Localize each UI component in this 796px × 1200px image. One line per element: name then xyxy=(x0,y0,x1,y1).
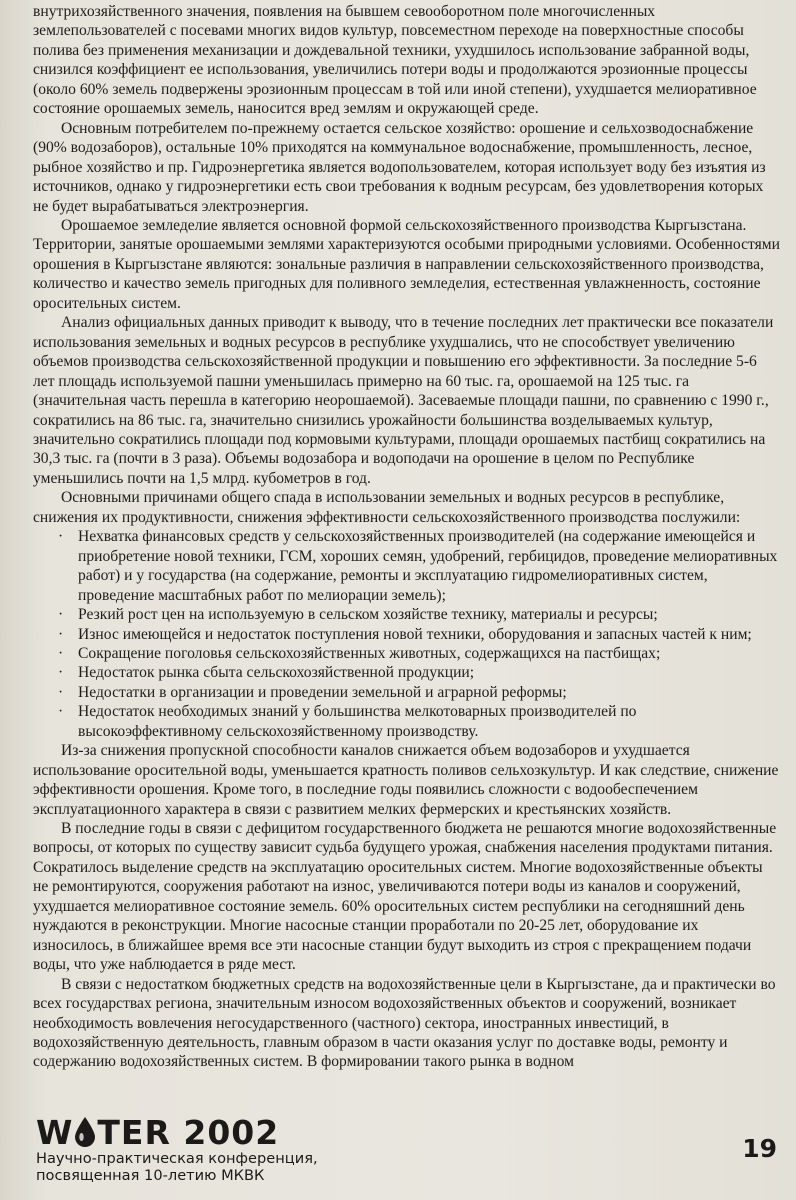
list-item xyxy=(33,663,781,682)
paragraph: Из-за снижения пропускной способности каналов снижается объем водозаборов и ухудшается использование оросительной воды, уменьшается кратность поливов сельхозкультур. И как следствие, снижение эффективности орошения. Кроме того, в последние годы появились сложности с водообеспечением эксплуатационного характера в связи с развитием мелких фермерских и крестьянских хозяйств. xyxy=(33,742,779,818)
paragraph: Анализ официальных данных приводит к выводу, что в течение последних лет практически все показатели использования земельных и водных ресурсов в республике ухудшались, что не способствует увеличению объемов производства сельскохозяйственной продукции и повышению его эффективности. За последние 5-6 лет площадь используемой пашни уменьшилась примерно на 60 тыс. га, орошаемой на 125 тыс. га (значительная часть перешла в категорию неорошаемой). Засеваемые площади пашни, по сравнению с 1990 г., сократились на 86 тыс. га, значительно снизились урожайности большинства возделываемых культур, значительно сократились площади под кормовыми культурами, площади орошаемых пастбищ сократились на 30,3 тыс. га (почти в 3 раза). Объемы водозабора и водоподачи на орошение в целом по Республике уменьшились почти на 1,5 млрд. кубометров в год. xyxy=(33,314,774,487)
paragraph: Основным потребителем по-прежнему остается сельское хозяйство: орошение и сельхозводоснабжение (90% водозаборов), остальные 10% приходятся на коммунальное водоснабжение, промышленность, лесное, рыбное хозяйство и пр. Гидроэнергетика является водопользователем, которая использует воду без изъятия из источников, однако у гидроэнергетики есть свои требования к водным ресурсам, без удовлетворения которых не будет вырабатываться электроэнергия. xyxy=(33,119,766,215)
bullet-marker: · xyxy=(58,644,64,662)
list-item-text: Нехватка финансовых средств у сельскохозяйственных производителей (на содержание имеющейся и приобретение новой техники, ГСМ, хороших семян, удобрений, гербицидов, проведение мелиоративных работ) и у государства (на содержание, ремонты и эксплуатацию гидромелиоративных систем, проведение масштабных работ по мелиорации земель); xyxy=(78,528,778,604)
list-item xyxy=(33,605,781,624)
paragraph: Орошаемое земледелие является основной формой сельскохозяйственного производства Кыргызстана. Территории, занятые орошаемыми землями характеризуются особыми природными условиями. Особенностями орошения в Кыргызстане являются: зональные различия в направлении сельскохозяйственного производства, количество и качество земель пригодных для поливного земледелия, естественная увлажненность, состояние оросительных систем. xyxy=(33,216,780,312)
list-item-text: Сокращение поголовья сельскохозяйственных животных, содержащихся на пастбищах; xyxy=(78,644,661,662)
list-item xyxy=(33,625,781,644)
conference-subtitle xyxy=(36,1150,318,1184)
list-item-text: Недостаток необходимых знаний у большинства мелкотоварных производителей по высокоэффективному сельскохозяйственному производству. xyxy=(78,703,637,740)
page-footer xyxy=(36,1112,781,1192)
list-item xyxy=(33,644,781,663)
subtitle-line: Научно-практическая конференция, xyxy=(36,1150,318,1167)
subtitle-line: посвященная 10-летию МКВК xyxy=(36,1167,265,1184)
bullet-marker: · xyxy=(58,703,64,721)
list-item xyxy=(33,683,781,702)
list-item xyxy=(33,527,781,605)
article-body xyxy=(33,2,781,1072)
bullet-marker: · xyxy=(58,664,64,682)
list-item xyxy=(33,702,781,741)
paragraph: В последние годы в связи с дефицитом государственного бюджета не решаются многие водохозяйственные вопросы, от которых по существу зависит судьба будущего урожая, снабжения населения продуктами питания. Сократилось выделение средств на эксплуатацию оросительных систем. Многие водохозяйственные объекты не ремонтируются, сооружения работают на износ, увеличиваются потери воды из каналов и сооружений, ухудшается мелиоративное состояние земель. 60% оросительных систем республики на сегодняшний день нуждаются в реконструкции. Многие насосные станции проработали по 20-25 лет, оборудование их износилось, в ближайшее время все эти насосные станции будут выходить из строя с прекращением подачи воды, что уже наблюдается в ряде мест. xyxy=(33,820,777,974)
bullet-marker: · xyxy=(58,606,64,624)
bullet-marker: · xyxy=(58,683,64,701)
water-drop-icon xyxy=(74,1116,96,1148)
list-item-text: Недостаток рынка сбыта сельскохозяйственной продукции; xyxy=(78,664,475,682)
list-item-text: Недостатки в организации и проведении земельной и аграрной реформы; xyxy=(78,683,567,701)
paragraph: Основными причинами общего спада в использовании земельных и водных ресурсов в республике, снижения их продуктивности, снижения эффективности сельскохозяйственного производства послужили: xyxy=(33,489,741,526)
page-number: 19 xyxy=(742,1134,777,1163)
conference-logo xyxy=(36,1112,279,1152)
paragraph: В связи с недостатком бюджетных средств на водохозяйственные цели в Кыргызстане, да и практически во всех государствах региона, значительным износом водохозяйственных объектов и сооружений, возникает необходимость вовлечения негосударственного (частного) сектора, иностранных инвестиций, в водохозяйственную деятельность, главным образом в части оказания услуг по доставке воды, ремонту и содержанию водохозяйственных систем. В формировании такого рынка в водном xyxy=(33,975,776,1071)
list-item-text: Износ имеющейся и недостаток поступления новой техники, оборудования и запасных частей к ним; xyxy=(78,625,752,643)
causes-list xyxy=(33,527,781,741)
list-item-text: Резкий рост цен на используемую в сельском хозяйстве технику, материалы и ресурсы; xyxy=(78,606,658,624)
bullet-marker: · xyxy=(58,625,64,643)
logo-text: TER 2002 xyxy=(97,1112,280,1152)
paragraph: внутрихозяйственного значения, появления на бывшем севооборотном поле многочисленных землепользователей с посевами многих видов культур, повсеместном переходе на поверхностные способы полива без применения механизации и дождевальной техники, ухудшилось использование забранной воды, снизился коэффициент ее использования, увеличились потери воды и продолжаются эрозионные процессы (около 60% земель подвержены эрозионным процессам в той или иной степени), ухудшается мелиоративное состояние орошаемых земель, наносится вред землям и окружающей среде. xyxy=(33,3,757,118)
bullet-marker: · xyxy=(58,528,64,546)
logo-letter: W xyxy=(36,1112,74,1152)
